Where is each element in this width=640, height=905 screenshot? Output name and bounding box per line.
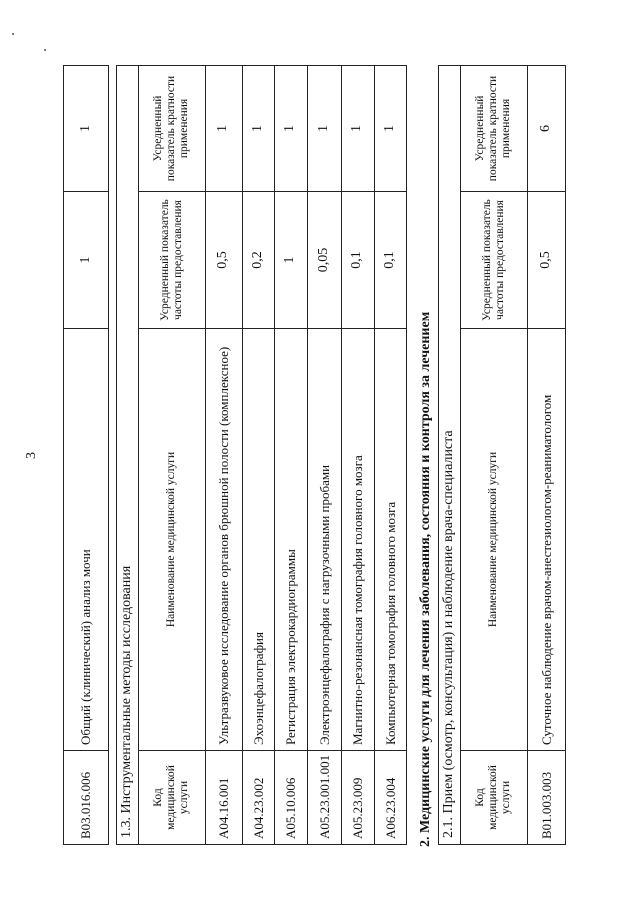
section-title-2-1: 2.1. Прием (осмотр, консультация) и наблюдение врача-специалиста bbox=[439, 65, 461, 844]
scan-speck bbox=[44, 49, 46, 51]
service-code: A06.23.004 bbox=[374, 751, 406, 845]
table-row bbox=[307, 65, 341, 844]
section-title-1-3: 1.3. Инструментальные методы исследования bbox=[117, 65, 139, 844]
instrumental-table bbox=[116, 65, 407, 845]
service-code: A05.23.009 bbox=[341, 751, 374, 845]
header-multiplicity: Усредненный показатель кратности применения bbox=[460, 65, 527, 191]
table-header-row bbox=[138, 65, 205, 844]
section-heading-2: 2. Медицинские услуги для лечения заболевания, состояния и контроля за лечением bbox=[418, 311, 433, 847]
frequency-value: 0,1 bbox=[341, 192, 374, 329]
table-row bbox=[274, 65, 307, 844]
multiplicity-value: 1 bbox=[205, 65, 242, 191]
service-name: Магнитно-резонансная томография головного мозга bbox=[341, 329, 374, 751]
table-row bbox=[64, 66, 109, 845]
frequency-value: 1 bbox=[274, 192, 307, 329]
service-code: A04.16.001 bbox=[205, 751, 242, 845]
table-row bbox=[527, 65, 565, 844]
frequency-value: 0,2 bbox=[242, 192, 274, 329]
multiplicity-value: 1 bbox=[242, 65, 274, 191]
service-name: Суточное наблюдение врачом-анестезиологом-реаниматологом bbox=[527, 329, 565, 751]
header-frequency: Усредненный показатель частоты предоставления bbox=[460, 192, 527, 329]
page-number: 3 bbox=[24, 452, 39, 459]
service-code: B01.003.003 bbox=[527, 751, 565, 845]
top-table bbox=[63, 65, 109, 845]
multiplicity-value: 1 bbox=[341, 65, 374, 191]
service-code: A05.23.001.001 bbox=[307, 751, 341, 845]
multiplicity-value: 6 bbox=[527, 65, 565, 191]
scan-speck bbox=[12, 33, 14, 35]
reception-table bbox=[438, 65, 566, 845]
service-name: Общий (клинический) анализ мочи bbox=[64, 329, 109, 751]
service-code: B03.016.006 bbox=[64, 751, 109, 845]
header-frequency: Усредненный показатель частоты предоставления bbox=[138, 192, 205, 329]
multiplicity-value: 1 bbox=[274, 65, 307, 191]
service-name: Электроэнцефалография с нагрузочными пробами bbox=[307, 329, 341, 751]
service-name: Компьютерная томография головного мозга bbox=[374, 329, 406, 751]
frequency-value: 0,5 bbox=[205, 192, 242, 329]
frequency-value: 0,05 bbox=[307, 192, 341, 329]
table-title-row bbox=[439, 65, 461, 844]
service-name: Эхоэнцефалография bbox=[242, 329, 274, 751]
header-name: Наименование медицинской услуги bbox=[460, 329, 527, 751]
service-code: A05.10.006 bbox=[274, 751, 307, 845]
header-name: Наименование медицинской услуги bbox=[138, 329, 205, 751]
frequency-value: 1 bbox=[64, 192, 109, 329]
service-code: A04.23.002 bbox=[242, 751, 274, 845]
service-name: Регистрация электрокардиограммы bbox=[274, 329, 307, 751]
service-name: Ультразвуковое исследование органов брюшной полости (комплексное) bbox=[205, 329, 242, 751]
multiplicity-value: 1 bbox=[307, 65, 341, 191]
table-header-row bbox=[460, 65, 527, 844]
frequency-value: 0,1 bbox=[374, 192, 406, 329]
table-title-row bbox=[117, 65, 139, 844]
table-row bbox=[242, 65, 274, 844]
header-code: Код медицинской услуги bbox=[138, 751, 205, 845]
header-code: Код медицинской услуги bbox=[460, 751, 527, 845]
multiplicity-value: 1 bbox=[64, 66, 109, 192]
header-multiplicity: Усредненный показатель кратности применения bbox=[138, 65, 205, 191]
table-row bbox=[374, 65, 406, 844]
table-row bbox=[341, 65, 374, 844]
table-row bbox=[205, 65, 242, 844]
multiplicity-value: 1 bbox=[374, 65, 406, 191]
frequency-value: 0,5 bbox=[527, 192, 565, 329]
